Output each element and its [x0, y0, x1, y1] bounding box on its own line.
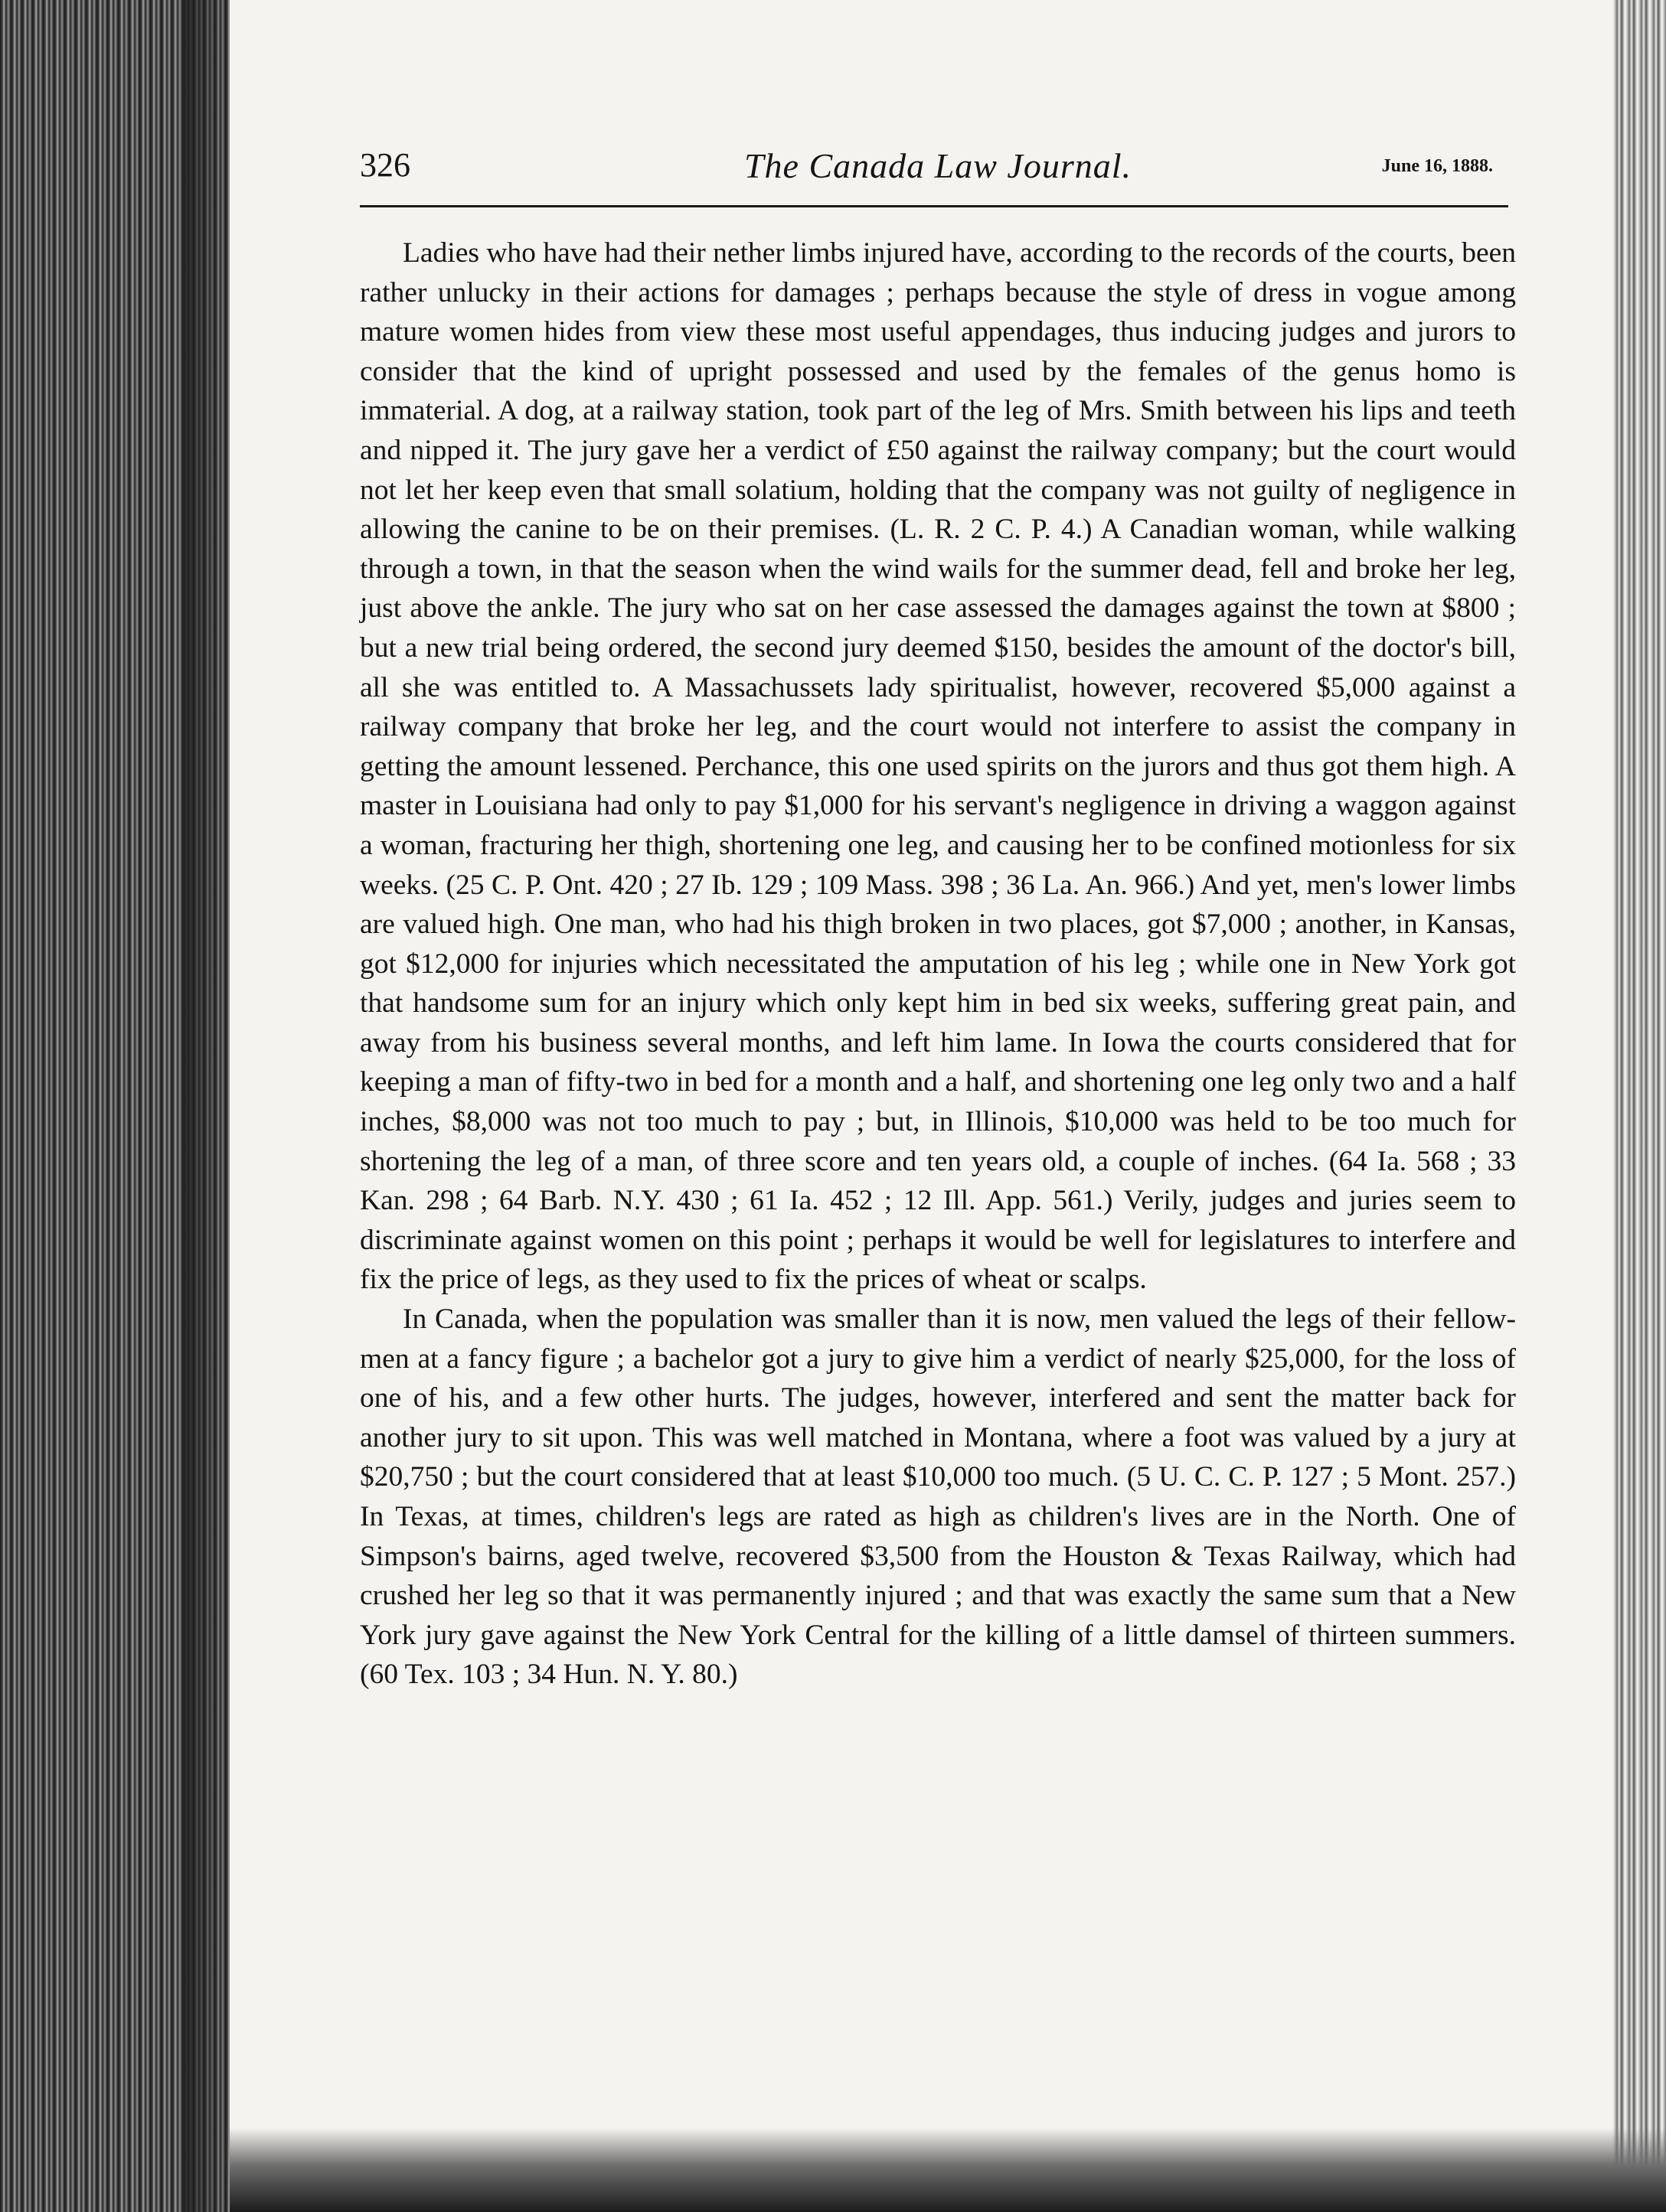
page-edge-bottom: [230, 2128, 1666, 2212]
journal-title: The Canada Law Journal.: [743, 146, 1132, 185]
paragraph-1: Ladies who have had their nether limbs injured have, according to the records of the courts, been rather unlucky in their actions for damages ; perhaps because the style of dress in vogue among mature women hides from view these most useful appendages, thus inducing judges and jurors to consider that the kind of upright possessed and used by the females of the genus homo is immaterial. A dog, at a railway station, took part of the leg of Mrs. Smith between his lips and teeth and nipped it. The jury gave her a verdict of £50 against the railway company; but the court would not let her keep even that small solatium, holding that the company was not guilty of negligence in allowing the canine to be on their premises. (L. R. 2 C. P. 4.) A Canadian woman, while walking through a town, in that the season when the wind wails for the summer dead, fell and broke her leg, just above the ankle. The jury who sat on her case assessed the damages against the town at $800 ; but a new trial being ordered, the second jury deemed $150, besides the amount of the doctor's bill, all she was entitled to. A Massachussets lady spiritualist, however, recovered $5,000 against a railway company that broke her leg, and the court would not interfere to assist the company in getting the amount lessened. Perchance, this one used spirits on the jurors and thus got them high. A master in Louisiana had only to pay $1,000 for his servant's negligence in driving a waggon against a woman, fracturing her thigh, shortening one leg, and causing her to be confined motionless for six weeks. (25 C. P. Ont. 420 ; 27 Ib. 129 ; 109 Mass. 398 ; 36 La. An. 966.) And yet, men's lower limbs are valued high. One man, who had his thigh broken in two places, got $7,000 ; another, in Kansas, got $12,000 for injuries which necessitated the amputation of his leg ; while one in New York got that handsome sum for an injury which only kept him in bed six weeks, suffering great pain, and away from his business several months, and left him lame. In Iowa the courts considered that for keeping a man of fifty-two in bed for a month and a half, and shortening one leg only two and a half inches, $8,000 was not too much to pay ; but, in Illinois, $10,000 was held to be too much for shortening the leg of a man, of three score and ten years old, a couple of inches. (64 Ia. 568 ; 33 Kan. 298 ; 64 Barb. N.Y. 430 ; 61 Ia. 452 ; 12 Ill. App. 561.) Verily, judges and juries seem to discriminate against women on this point ; perhaps it would be well for legislatures to interfere and fix the price of legs, as they used to fix the prices of wheat or scalps.: [360, 237, 1516, 1296]
running-header: [360, 145, 1516, 207]
header-rule: [360, 205, 1508, 207]
paragraph-2: In Canada, when the population was smaller than it is now, men valued the legs of their fellow-men at a fancy figure ; a bachelor got a jury to give him a verdict of nearly $25,000, for the loss of one of his, and a few other hurts. The judges, however, interfered and sent the matter back for another jury to sit upon. This was well matched in Montana, where a foot was valued by a jury at $20,750 ; but the court considered that at least $10,000 too much. (5 U. C. C. P. 127 ; 5 Mont. 257.) In Texas, at times, children's legs are rated as high as children's lives are in the North. One of Simpson's bairns, aged twelve, recovered $3,500 from the Houston & Texas Railway, which had crushed her leg so that it was permanently injured ; and that was exactly the same sum that a New York jury gave against the New York Central for the killing of a little damsel of thirteen summers. (60 Tex. 103 ; 34 Hun. N. Y. 80.): [360, 1303, 1516, 1691]
page-edge-right: [1612, 0, 1666, 2212]
journal-page: [360, 122, 1516, 2082]
article-body: [360, 233, 1516, 1695]
issue-date: June 16, 1888.: [1381, 156, 1493, 176]
book-binding-shadow: [0, 0, 230, 2212]
page-number: 326: [360, 146, 410, 184]
